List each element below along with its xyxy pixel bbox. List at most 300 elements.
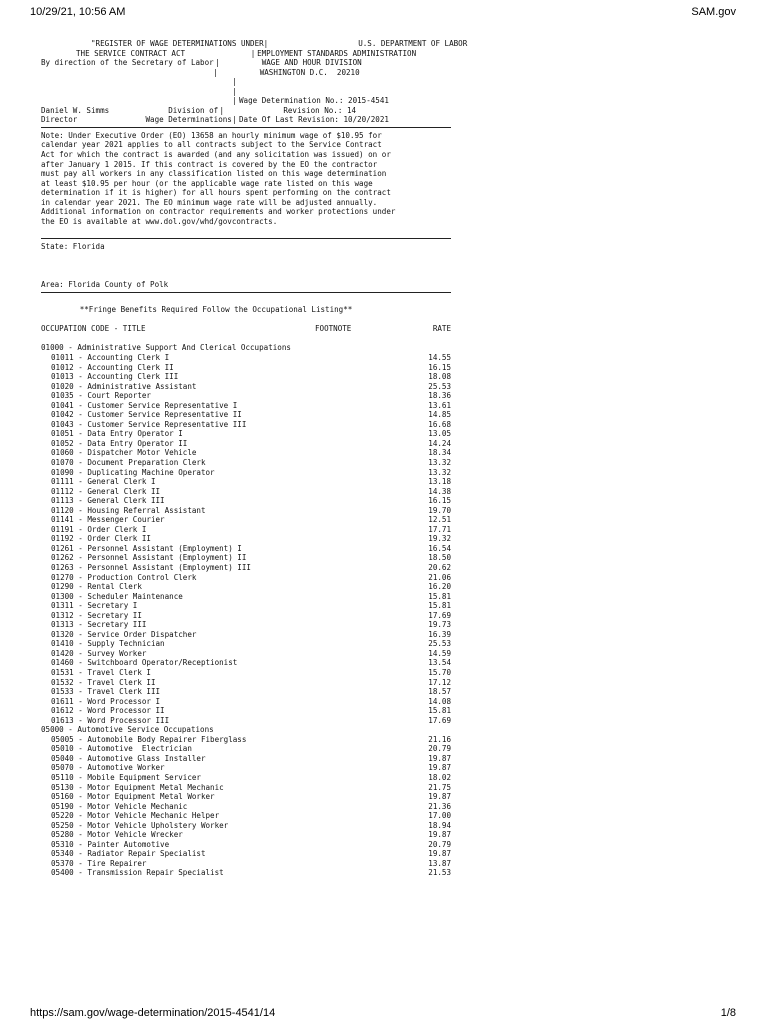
occupation-code: 01111 bbox=[51, 477, 74, 487]
occupation-code: 01533 bbox=[51, 687, 74, 697]
occupation-title: Automotive Worker bbox=[87, 763, 165, 773]
header-row bbox=[41, 49, 451, 59]
occupation-title: Word Processor I bbox=[87, 696, 161, 706]
occupation-code: 05340 bbox=[51, 849, 74, 859]
occupation-dash: - bbox=[73, 438, 88, 448]
occupation-rate: 15.81 bbox=[428, 706, 451, 716]
occupation-code: 01011 bbox=[51, 352, 74, 362]
occupation-row bbox=[41, 544, 451, 554]
occupation-row bbox=[41, 582, 451, 592]
occupation-row bbox=[41, 487, 451, 497]
indent bbox=[41, 458, 51, 468]
indent bbox=[41, 525, 51, 535]
group-dash: - bbox=[63, 343, 78, 353]
indent bbox=[41, 468, 51, 478]
header-separator: | bbox=[232, 77, 237, 87]
occupation-code: 01120 bbox=[51, 505, 74, 515]
occupation-title: Travel Clerk II bbox=[87, 677, 156, 687]
occupation-code: 05160 bbox=[51, 792, 74, 802]
occupation-rate: 14.38 bbox=[428, 486, 451, 496]
occupation-code: 01070 bbox=[51, 457, 74, 467]
indent bbox=[41, 802, 51, 812]
indent bbox=[41, 763, 51, 773]
occupation-title: Transmission Repair Specialist bbox=[87, 868, 224, 878]
header-right-text: Date Of Last Revision: 10/20/2021 bbox=[239, 115, 389, 125]
header-separator: | bbox=[232, 86, 237, 96]
occupation-code: 01052 bbox=[51, 438, 74, 448]
occupation-code: 01290 bbox=[51, 582, 74, 592]
occupation-code: 05370 bbox=[51, 858, 74, 868]
occupation-dash: - bbox=[73, 400, 88, 410]
occupation-title: Radiator Repair Specialist bbox=[87, 849, 206, 859]
column-footnote: FOOTNOTE bbox=[315, 324, 352, 334]
occupation-title: Motor Vehicle Mechanic Helper bbox=[87, 811, 220, 821]
occupation-code: 01313 bbox=[51, 620, 74, 630]
indent bbox=[41, 840, 51, 850]
indent bbox=[41, 639, 51, 649]
occupation-title: Order Clerk I bbox=[87, 524, 147, 534]
occupation-code: 05220 bbox=[51, 811, 74, 821]
occupation-rate: 19.73 bbox=[428, 620, 451, 630]
occupation-code: 01113 bbox=[51, 496, 74, 506]
occupation-row bbox=[41, 525, 451, 535]
indent bbox=[41, 487, 51, 497]
occupation-code: 01060 bbox=[51, 448, 74, 458]
occupation-rate: 18.50 bbox=[428, 553, 451, 563]
indent bbox=[41, 687, 51, 697]
occupation-code: 01042 bbox=[51, 410, 74, 420]
indent bbox=[41, 649, 51, 659]
header-separator: | bbox=[215, 58, 220, 68]
occupation-rate: 21.75 bbox=[428, 782, 451, 792]
occupation-code: 05110 bbox=[51, 773, 74, 783]
group-title: Automotive Service Occupations bbox=[77, 725, 214, 735]
occupation-code: 01611 bbox=[51, 696, 74, 706]
indent bbox=[41, 620, 51, 630]
occupation-rate: 19.32 bbox=[428, 534, 451, 544]
indent bbox=[41, 582, 51, 592]
occupation-code: 01262 bbox=[51, 553, 74, 563]
header-left-text: By direction of the Secretary of Labor bbox=[41, 58, 214, 68]
occupation-rate: 25.53 bbox=[428, 639, 451, 649]
header-row bbox=[41, 77, 451, 87]
occupation-row bbox=[41, 754, 451, 764]
occupation-rate: 16.54 bbox=[428, 543, 451, 553]
occupation-title: Secretary I bbox=[87, 601, 138, 611]
indent bbox=[41, 754, 51, 764]
occupation-row bbox=[41, 601, 451, 611]
indent bbox=[41, 735, 51, 745]
occupation-title: Motor Vehicle Wrecker bbox=[87, 830, 183, 840]
occupation-dash: - bbox=[73, 553, 88, 563]
occupation-rate: 15.81 bbox=[428, 591, 451, 601]
indent bbox=[41, 353, 51, 363]
indent bbox=[41, 658, 51, 668]
occupation-code: 01270 bbox=[51, 572, 74, 582]
indent bbox=[41, 420, 51, 430]
occupation-row bbox=[41, 429, 451, 439]
note-line: calendar year 2021 applies to all contracts subject to the Service Contract bbox=[41, 140, 382, 150]
occupation-row bbox=[41, 821, 451, 831]
occupation-dash: - bbox=[73, 811, 88, 821]
indent bbox=[41, 553, 51, 563]
occupation-dash: - bbox=[73, 858, 88, 868]
group-code: 05000 bbox=[41, 725, 64, 735]
occupation-dash: - bbox=[73, 820, 88, 830]
occupation-dash: - bbox=[73, 419, 88, 429]
indent bbox=[41, 515, 51, 525]
occupation-dash: - bbox=[73, 372, 88, 382]
occupation-dash: - bbox=[73, 744, 88, 754]
indent bbox=[41, 363, 51, 373]
occupation-row bbox=[41, 420, 451, 430]
indent bbox=[41, 697, 51, 707]
occupation-code: 01320 bbox=[51, 629, 74, 639]
occupation-title: Production Control Clerk bbox=[87, 572, 197, 582]
occupation-rate: 15.81 bbox=[428, 601, 451, 611]
indent bbox=[41, 678, 51, 688]
indent bbox=[41, 477, 51, 487]
fringe-notice: **Fringe Benefits Required Follow the Occupational Listing** bbox=[79, 305, 353, 315]
print-url: https://sam.gov/wage-determination/2015-4541/14 bbox=[30, 1007, 276, 1019]
occupation-rate: 19.87 bbox=[428, 753, 451, 763]
occupation-row bbox=[41, 792, 451, 802]
occupation-code: 01051 bbox=[51, 429, 74, 439]
occupation-row bbox=[41, 783, 451, 793]
occupation-dash: - bbox=[73, 668, 88, 677]
occupation-rate: 21.16 bbox=[428, 734, 451, 744]
occupation-title: Messenger Courier bbox=[87, 515, 165, 525]
occupation-row bbox=[41, 573, 451, 583]
occupation-rate: 16.68 bbox=[428, 419, 451, 429]
occupation-dash: - bbox=[73, 457, 88, 467]
indent bbox=[41, 382, 51, 392]
occupation-code: 01263 bbox=[51, 562, 74, 572]
occupation-title: Customer Service Representative I bbox=[87, 400, 238, 410]
occupation-dash: - bbox=[73, 792, 88, 802]
occupation-row bbox=[41, 391, 451, 401]
occupation-code: 05280 bbox=[51, 830, 74, 840]
occupation-code: 01020 bbox=[51, 381, 74, 391]
occupation-row bbox=[41, 687, 451, 697]
occupation-row bbox=[41, 811, 451, 821]
header-row bbox=[41, 39, 468, 49]
occupation-title: Customer Service Representative III bbox=[87, 419, 247, 429]
header-separator: | bbox=[219, 105, 225, 115]
occupation-rate: 14.85 bbox=[428, 410, 451, 420]
indent bbox=[41, 859, 51, 869]
occupation-dash: - bbox=[73, 524, 88, 534]
occupation-title: Word Processor II bbox=[87, 706, 165, 716]
occupation-title: Accounting Clerk II bbox=[87, 362, 174, 372]
header-left-text: "REGISTER OF WAGE DETERMINATIONS UNDER bbox=[91, 39, 264, 48]
occupation-title: Accounting Clerk III bbox=[87, 372, 179, 382]
occupation-rate: 19.87 bbox=[428, 849, 451, 859]
occupation-row bbox=[41, 506, 451, 516]
occupation-title: Survey Worker bbox=[87, 648, 147, 658]
occupation-code: 01311 bbox=[51, 601, 74, 611]
occupation-title: Housing Referral Assistant bbox=[87, 505, 206, 515]
occupation-rate: 16.39 bbox=[428, 629, 451, 639]
occupation-title: Motor Vehicle Mechanic bbox=[87, 801, 188, 811]
print-footer bbox=[30, 1007, 736, 1019]
indent bbox=[41, 630, 51, 640]
occupation-row bbox=[41, 477, 451, 487]
occupation-code: 01261 bbox=[51, 543, 74, 553]
note-line: Additional information on contractor requirements and worker protections under bbox=[41, 207, 396, 217]
indent bbox=[41, 811, 51, 821]
occupation-code: 05070 bbox=[51, 763, 74, 773]
occupation-dash: - bbox=[73, 601, 88, 611]
occupation-title: Service Order Dispatcher bbox=[87, 629, 197, 639]
occupation-code: 01012 bbox=[51, 362, 74, 372]
indent bbox=[41, 849, 51, 859]
indent bbox=[41, 410, 51, 420]
occupation-title: Supply Technician bbox=[87, 639, 165, 649]
indent bbox=[41, 534, 51, 544]
occupation-title: Travel Clerk I bbox=[87, 668, 151, 677]
occupation-title: General Clerk I bbox=[87, 477, 156, 487]
occupation-dash: - bbox=[73, 620, 88, 630]
indent bbox=[41, 592, 51, 602]
occupation-dash: - bbox=[73, 648, 88, 658]
occupation-rate: 20.62 bbox=[428, 562, 451, 572]
occupation-dash: - bbox=[73, 467, 88, 477]
occupation-row bbox=[41, 448, 451, 458]
occupation-title: Tire Repairer bbox=[87, 858, 147, 868]
group-title: Administrative Support And Clerical Occupations bbox=[77, 343, 291, 353]
print-header bbox=[30, 6, 736, 18]
occupation-row bbox=[41, 496, 451, 506]
header-right-text: Wage Determination No.: 2015-4541 bbox=[239, 96, 389, 106]
header-row bbox=[41, 96, 451, 106]
occupation-row bbox=[41, 658, 451, 668]
header-row bbox=[41, 115, 451, 125]
indent bbox=[41, 601, 51, 611]
state-line: State: Florida bbox=[41, 241, 105, 251]
header-left-text: THE SERVICE CONTRACT ACT bbox=[76, 48, 186, 58]
header-right-text bbox=[239, 77, 451, 87]
occupation-dash: - bbox=[73, 515, 88, 525]
occupation-rate: 20.79 bbox=[428, 839, 451, 849]
occupation-code: 01312 bbox=[51, 610, 74, 620]
occupation-title: Data Entry Operator I bbox=[87, 429, 183, 439]
column-title: OCCUPATION CODE - TITLE bbox=[41, 324, 146, 334]
note-line: Act for which the contract is awarded (and any solicitation was issued) on or bbox=[41, 150, 391, 160]
occupation-rate: 13.87 bbox=[428, 858, 451, 868]
occupation-title: Rental Clerk bbox=[87, 582, 142, 592]
occupation-dash: - bbox=[73, 362, 88, 372]
occupation-row bbox=[41, 630, 451, 640]
header-left-text bbox=[41, 87, 230, 97]
occupation-title: Accounting Clerk I bbox=[87, 352, 170, 362]
header-right-text bbox=[239, 87, 451, 97]
occupation-title: Duplicating Machine Operator bbox=[87, 467, 215, 477]
header-separator: | bbox=[250, 48, 256, 58]
column-rate: RATE bbox=[432, 324, 451, 334]
occupation-dash: - bbox=[73, 639, 88, 649]
header-right-text: Revision No.: 14 bbox=[283, 105, 357, 115]
occupation-row bbox=[41, 859, 451, 869]
divider bbox=[41, 127, 451, 128]
occupation-row bbox=[41, 468, 451, 478]
occupation-rate: 21.36 bbox=[428, 801, 451, 811]
occupation-title: Automotive Glass Installer bbox=[87, 753, 206, 763]
occupation-row bbox=[41, 439, 451, 449]
occupation-rate: 19.87 bbox=[428, 792, 451, 802]
occupation-group-heading bbox=[41, 343, 451, 353]
occupation-rate: 17.00 bbox=[428, 811, 451, 821]
indent bbox=[41, 391, 51, 401]
note-line: determination if it is higher) for all hours spent performing on the contract bbox=[41, 188, 391, 198]
occupation-code: 01035 bbox=[51, 391, 74, 401]
occupation-code: 05190 bbox=[51, 801, 74, 811]
header-right-text: U.S. DEPARTMENT OF LABOR bbox=[358, 39, 468, 48]
occupation-dash: - bbox=[73, 591, 88, 601]
occupation-dash: - bbox=[73, 773, 88, 783]
occupation-rate: 21.06 bbox=[428, 572, 451, 582]
occupation-rate: 19.70 bbox=[428, 505, 451, 515]
occupation-rate: 17.71 bbox=[428, 524, 451, 534]
occupation-dash: - bbox=[73, 782, 88, 792]
occupation-row bbox=[41, 802, 451, 812]
occupation-dash: - bbox=[73, 687, 88, 697]
indent bbox=[41, 401, 51, 411]
group-code: 01000 bbox=[41, 343, 64, 353]
occupation-code: 01460 bbox=[51, 658, 74, 668]
occupation-title: Administrative Assistant bbox=[87, 381, 197, 391]
occupation-code: 05010 bbox=[51, 744, 74, 754]
indent bbox=[41, 783, 51, 793]
column-header bbox=[41, 324, 451, 334]
occupation-rate: 18.02 bbox=[428, 773, 451, 783]
occupation-title: Motor Equipment Metal Worker bbox=[87, 792, 215, 802]
indent bbox=[41, 372, 51, 382]
header-right-text: WASHINGTON D.C. 20210 bbox=[259, 67, 360, 77]
occupation-dash: - bbox=[73, 610, 88, 620]
occupation-dash: - bbox=[73, 715, 88, 725]
indent bbox=[41, 439, 51, 449]
header-left-text bbox=[41, 68, 212, 78]
header-left-text: Daniel W. Simms Division of bbox=[41, 105, 219, 115]
occupation-row bbox=[41, 830, 451, 840]
occupation-code: 01300 bbox=[51, 591, 74, 601]
occupation-row bbox=[41, 401, 451, 411]
header-left-text bbox=[41, 96, 230, 106]
header-right-text: WAGE AND HOUR DIVISION bbox=[261, 58, 362, 68]
occupation-code: 05310 bbox=[51, 839, 74, 849]
occupation-row bbox=[41, 735, 451, 745]
occupation-title: General Clerk III bbox=[87, 496, 165, 506]
occupation-rate: 18.94 bbox=[428, 820, 451, 830]
occupation-dash: - bbox=[73, 505, 88, 515]
occupation-dash: - bbox=[73, 582, 88, 592]
occupation-dash: - bbox=[73, 849, 88, 859]
note-line: the EO is available at www.dol.gov/whd/govcontracts. bbox=[41, 216, 278, 226]
occupation-row bbox=[41, 611, 451, 621]
occupation-title: Motor Vehicle Upholstery Worker bbox=[87, 820, 229, 830]
occupation-rate: 13.32 bbox=[428, 467, 451, 477]
occupation-title: Data Entry Operator II bbox=[87, 438, 188, 448]
header-row bbox=[41, 68, 451, 78]
print-datetime: 10/29/21, 10:56 AM bbox=[30, 6, 126, 18]
occupation-title: Order Clerk II bbox=[87, 534, 151, 544]
indent bbox=[41, 821, 51, 831]
occupation-dash: - bbox=[73, 734, 88, 744]
occupation-row bbox=[41, 363, 451, 373]
indent bbox=[41, 830, 51, 840]
occupation-rate: 18.08 bbox=[428, 372, 451, 382]
occupation-code: 01420 bbox=[51, 648, 74, 658]
occupation-code: 01192 bbox=[51, 534, 74, 544]
header-separator: | bbox=[232, 96, 237, 106]
occupation-dash: - bbox=[73, 543, 88, 553]
occupation-code: 01041 bbox=[51, 400, 74, 410]
indent bbox=[41, 868, 51, 878]
occupation-rate: 13.05 bbox=[428, 429, 451, 439]
occupation-code: 05130 bbox=[51, 782, 74, 792]
occupation-dash: - bbox=[73, 839, 88, 849]
area-line: Area: Florida County of Polk bbox=[41, 280, 169, 290]
occupation-dash: - bbox=[73, 448, 88, 458]
header-row bbox=[41, 58, 451, 68]
occupation-dash: - bbox=[73, 429, 88, 439]
wage-determination-document bbox=[41, 39, 468, 878]
occupation-code: 01410 bbox=[51, 639, 74, 649]
occupation-rate: 17.69 bbox=[428, 715, 451, 725]
indent bbox=[41, 716, 51, 726]
occupation-code: 01043 bbox=[51, 419, 74, 429]
occupation-rate: 20.79 bbox=[428, 744, 451, 754]
occupation-group-heading bbox=[41, 725, 451, 735]
occupation-rate: 14.24 bbox=[428, 438, 451, 448]
indent bbox=[41, 563, 51, 573]
occupation-rate: 18.36 bbox=[428, 391, 451, 401]
occupation-row bbox=[41, 620, 451, 630]
occupation-title: Personnel Assistant (Employment) III bbox=[87, 562, 251, 572]
indent bbox=[41, 429, 51, 439]
occupation-row bbox=[41, 744, 451, 754]
occupation-row bbox=[41, 773, 451, 783]
occupation-title: Dispatcher Motor Vehicle bbox=[87, 448, 197, 458]
document-header bbox=[41, 39, 468, 125]
header-right-text: EMPLOYMENT STANDARDS ADMINISTRATION bbox=[257, 48, 417, 58]
occupation-code: 05250 bbox=[51, 820, 74, 830]
occupation-row bbox=[41, 716, 451, 726]
occupation-rate: 17.12 bbox=[428, 677, 451, 687]
occupation-rate: 13.18 bbox=[428, 477, 451, 487]
occupation-row bbox=[41, 372, 451, 382]
eo-note bbox=[41, 131, 451, 226]
occupation-code: 01532 bbox=[51, 677, 74, 687]
print-page-number: 1/8 bbox=[720, 1007, 736, 1019]
occupation-dash: - bbox=[73, 410, 88, 420]
occupation-row bbox=[41, 458, 451, 468]
occupation-list bbox=[41, 343, 451, 878]
occupation-dash: - bbox=[73, 562, 88, 572]
occupation-dash: - bbox=[73, 801, 88, 811]
occupation-rate: 19.87 bbox=[428, 830, 451, 840]
occupation-title: Painter Automotive bbox=[87, 839, 170, 849]
note-line: Note: Under Executive Order (EO) 13658 an hourly minimum wage of $10.95 for bbox=[41, 130, 382, 140]
occupation-title: Scheduler Maintenance bbox=[87, 591, 183, 601]
occupation-row bbox=[41, 840, 451, 850]
occupation-title: Automotive Electrician bbox=[87, 744, 192, 754]
occupation-code: 01613 bbox=[51, 715, 74, 725]
note-line: must pay all workers in any classification listed on this wage determination bbox=[41, 169, 387, 179]
occupation-dash: - bbox=[73, 391, 88, 401]
occupation-title: Customer Service Representative II bbox=[87, 410, 242, 420]
